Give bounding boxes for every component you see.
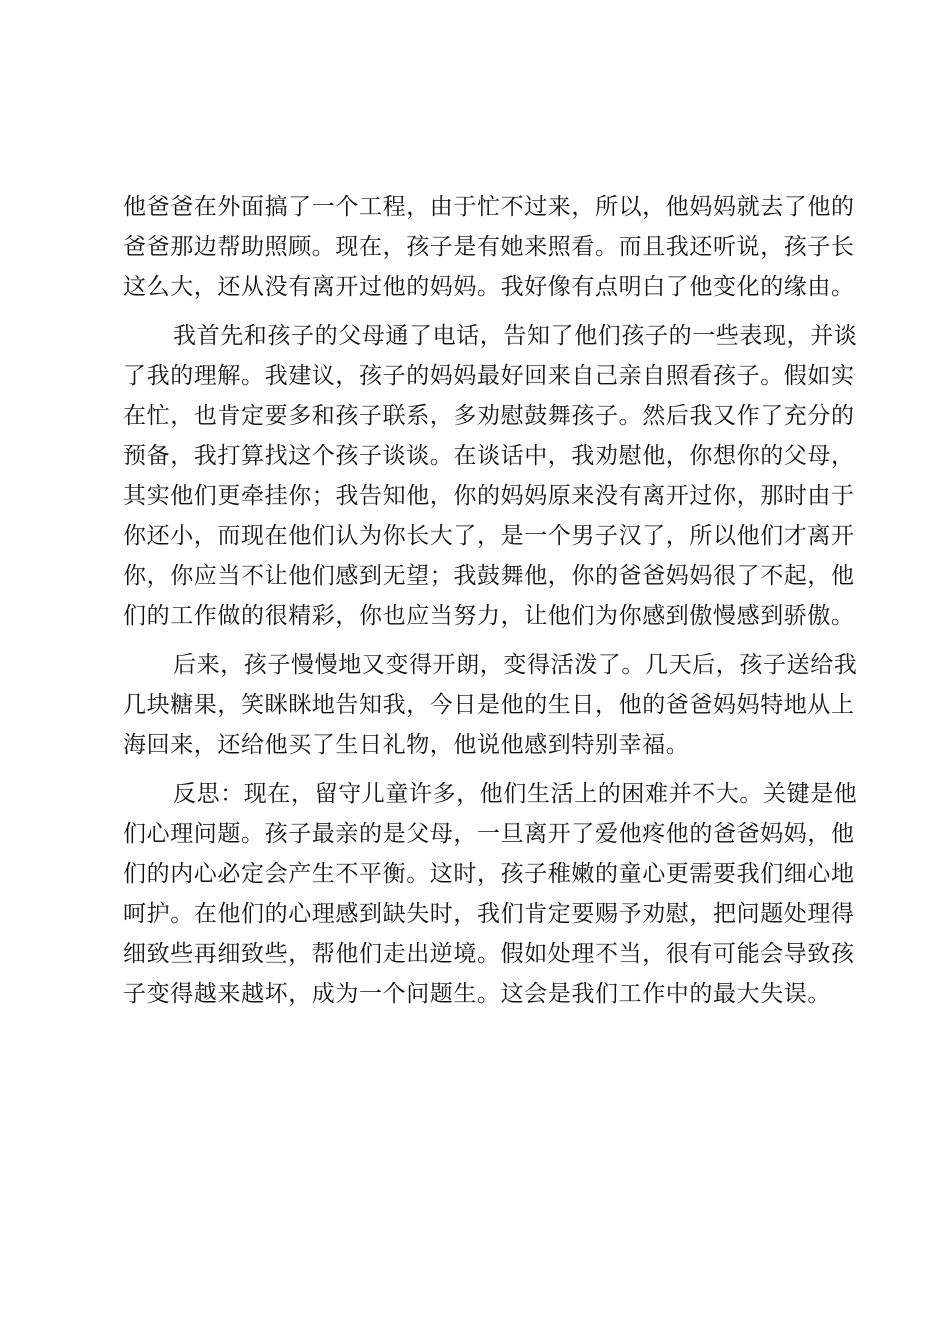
text-line: 他爸爸在外面搞了一个工程，由于忙不过来，所以，他妈妈就去了他的 xyxy=(123,194,855,220)
document-body xyxy=(123,187,858,1014)
text-line: 其实他们更牵挂你；我告知他，你的妈妈原来没有离开过你，那时由于 xyxy=(123,483,855,509)
text-line: 在忙，也肯定要多和孩子联系，多劝慰鼓舞孩子。然后我又作了充分的 xyxy=(123,403,855,429)
text-line: 爸爸那边帮助照顾。现在，孩子是有她来照看。而且我还听说，孩子长 xyxy=(123,234,855,260)
paragraph-3 xyxy=(123,645,858,765)
paragraph-spacer xyxy=(123,636,833,645)
text-line: 这么大，还从没有离开过他的妈妈。我好像有点明白了他变化的缘由。 xyxy=(123,274,855,300)
text-line: 几块糖果，笑眯眯地告知我，今日是他的生日，他的爸爸妈妈特地从上 xyxy=(123,692,855,718)
text-line: 我首先和孩子的父母通了电话，告知了他们孩子的一些表现，并谈 xyxy=(173,323,858,349)
paragraph-2 xyxy=(123,316,858,636)
text-line: 你还小，而现在他们认为你长大了，是一个男子汉了，所以他们才离开 xyxy=(123,523,855,549)
text-line: 预备，我打算找这个孩子谈谈。在谈话中，我劝慰他，你想你的父母， xyxy=(123,443,855,469)
text-line: 呵护。在他们的心理感到缺失时，我们肯定要赐予劝慰，把问题处理得 xyxy=(123,901,855,927)
text-line: 们的工作做的很精彩，你也应当努力，让他们为你感到傲慢感到骄傲。 xyxy=(123,603,855,629)
text-line: 们心理问题。孩子最亲的是父母，一旦离开了爱他疼他的爸爸妈妈，他 xyxy=(123,821,855,847)
text-line: 子变得越来越坏，成为一个问题生。这会是我们工作中的最大失误。 xyxy=(123,981,831,1007)
text-line: 反思：现在，留守儿童许多，他们生活上的困难并不大。关键是他 xyxy=(173,781,858,807)
text-line: 细致些再细致些，帮他们走出逆境。假如处理不当，很有可能会导致孩 xyxy=(123,941,855,967)
text-line: 你，你应当不让他们感到无望；我鼓舞他，你的爸爸妈妈很了不起，他 xyxy=(123,563,855,589)
text-line: 们的内心必定会产生不平衡。这时，孩子稚嫩的童心更需要我们细心地 xyxy=(123,861,855,887)
text-line: 海回来，还给他买了生日礼物，他说他感到特别幸福。 xyxy=(123,732,690,758)
paragraph-spacer xyxy=(123,307,833,316)
paragraph-1 xyxy=(123,187,855,307)
paragraph-spacer xyxy=(123,765,833,774)
text-line: 后来，孩子慢慢地又变得开朗，变得活泼了。几天后，孩子送给我 xyxy=(173,652,858,678)
text-line: 了我的理解。我建议，孩子的妈妈最好回来自己亲自照看孩子。假如实 xyxy=(123,363,855,389)
paragraph-4 xyxy=(123,774,858,1014)
